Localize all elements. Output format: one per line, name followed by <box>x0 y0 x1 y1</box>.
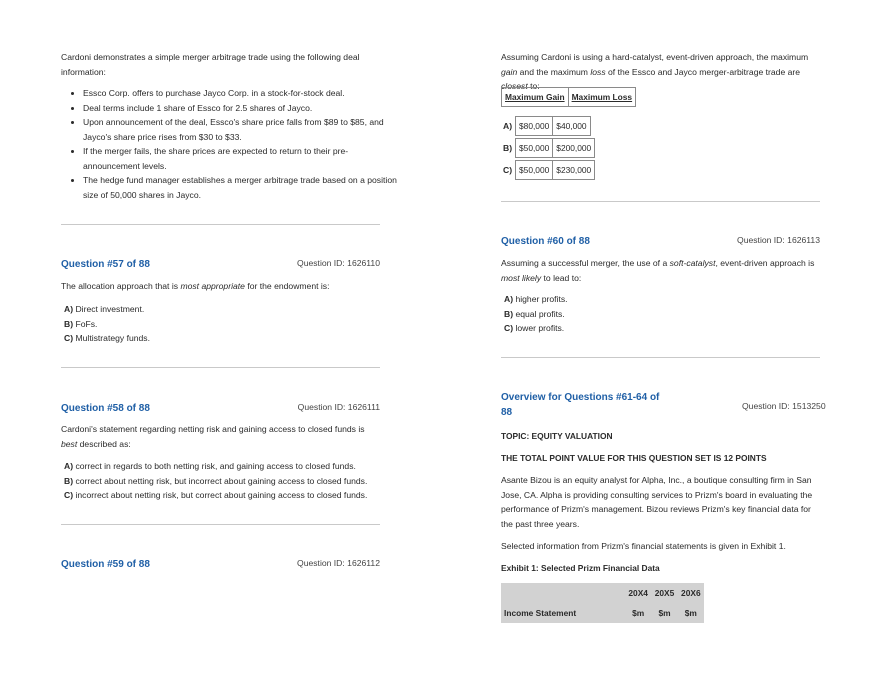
q57-stem: The allocation approach that is most appropriate for the endowment is: <box>61 281 330 291</box>
divider <box>61 524 380 525</box>
question-id: Question ID: 1626111 <box>297 402 380 412</box>
question-title: Question #59 of 88 <box>61 558 150 570</box>
overview-paragraph-2: Selected information from Prizm's financial statements is given in Exhibit 1. <box>501 541 786 551</box>
question-id: Question ID: 1513250 <box>742 401 826 411</box>
header-max-loss: Maximum Loss <box>568 88 636 107</box>
q60-options <box>504 292 568 336</box>
intro-text: Cardoni demonstrates a simple merger arbitrage trade using the following deal information: <box>61 52 360 77</box>
list-item: • The hedge fund manager establishes a merger arbitrage trade based on a position size of 50,000 shares in Jayco. <box>83 173 402 202</box>
divider <box>501 357 820 358</box>
option-a[interactable]: A) correct in regards to both netting risk, and gaining access to closed funds. <box>64 461 356 471</box>
deal-bullets <box>61 86 402 202</box>
list-item: • Upon announcement of the deal, Essco's share price falls from $89 to $85, and Jayco's share price rises from $30 to $33. <box>83 115 402 144</box>
table-row: 20X4 20X5 20X6 <box>628 588 701 598</box>
question-id: Question ID: 1626112 <box>297 558 380 568</box>
max-gain-loss-header <box>501 87 636 107</box>
q59-options <box>503 116 595 180</box>
list-item: • If the merger fails, the share prices are expected to return to their pre-announcement levels. <box>83 144 402 173</box>
overview-title: Overview for Questions #61-64 of 88 <box>501 392 660 418</box>
option-c[interactable]: C) Multistrategy funds. <box>64 333 150 343</box>
divider <box>501 201 820 202</box>
option-b[interactable]: B) correct about netting risk, but incorrect about gaining access to closed funds. <box>64 475 368 486</box>
points-label: THE TOTAL POINT VALUE FOR THIS QUESTION SET IS 12 POINTS <box>501 453 767 463</box>
q58-header <box>61 400 380 415</box>
overview-paragraph: Asante Bizou is an equity analyst for Alpha, Inc., a boutique consulting firm in San Jose, CA. Alpha is providing consulting services to Prizm's board in evaluating the performance of Prizm's management. Bizou reviews Prizm's key financial data for the past three years. <box>501 475 813 529</box>
question-title: Question #57 of 88 <box>61 258 150 270</box>
q57-options <box>64 302 150 346</box>
topic-label: TOPIC: EQUITY VALUATION <box>501 431 613 441</box>
question-id: Question ID: 1626113 <box>737 235 820 245</box>
option-b[interactable]: B) FoFs. <box>64 318 98 329</box>
divider <box>61 224 380 225</box>
list-item: • Deal terms include 1 share of Essco for 2.5 shares of Jayco. <box>83 101 402 116</box>
q59-header <box>61 556 380 571</box>
list-item: • Essco Corp. offers to purchase Jayco Corp. in a stock-for-stock deal. <box>83 86 402 101</box>
question-id: Question ID: 1626110 <box>297 258 380 268</box>
question-title: Question #60 of 88 <box>501 235 590 247</box>
option-a[interactable]: A) higher profits. <box>504 294 568 304</box>
exhibit-table <box>501 583 704 623</box>
q60-stem: Assuming a successful merger, the use of a soft-catalyst, event-driven approach is most likely to lead to: <box>501 258 815 283</box>
divider <box>61 367 380 368</box>
q58-stem: Cardoni's statement regarding netting risk and gaining access to closed funds is best described as: <box>61 424 365 449</box>
option-b[interactable]: B) equal profits. <box>504 308 565 319</box>
header-max-gain: Maximum Gain <box>502 88 569 107</box>
option-a[interactable]: A) Direct investment. <box>64 304 145 314</box>
option-a[interactable]: A) $80,000 $40,000 <box>503 116 595 136</box>
q59-stem: Assuming Cardoni is using a hard-catalyst, event-driven approach, the maximum gain and the maximum loss of the Essco and Jayco merger-arbitrage trade are closest to: <box>501 52 809 91</box>
table-row: Income Statement $m $m $m <box>504 608 697 618</box>
exhibit-title: Exhibit 1: Selected Prizm Financial Data <box>501 563 660 573</box>
question-title: Question #58 of 88 <box>61 402 150 414</box>
option-c[interactable]: C) lower profits. <box>504 323 565 333</box>
q58-options <box>64 459 367 503</box>
q60-header <box>501 233 820 248</box>
option-c[interactable]: C) $50,000 $230,000 <box>503 160 595 180</box>
option-c[interactable]: C) incorrect about netting risk, but correct about gaining access to closed funds. <box>64 490 368 500</box>
q57-header <box>61 256 380 271</box>
option-b[interactable]: B) $50,000 $200,000 <box>503 138 595 158</box>
